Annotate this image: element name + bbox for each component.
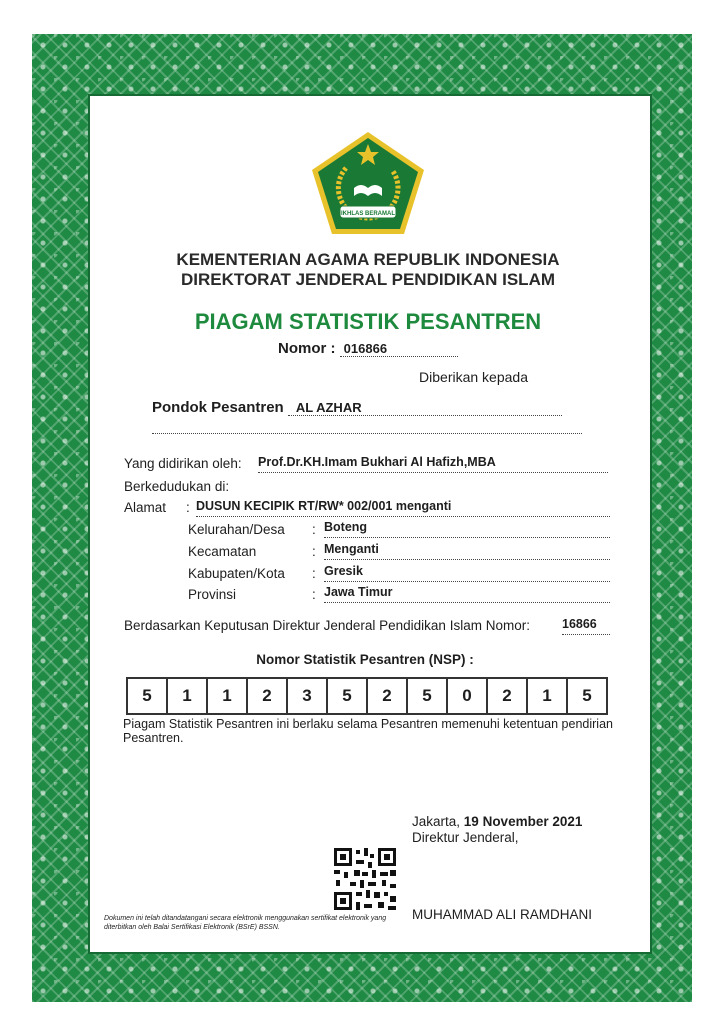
- nsp-label: Nomor Statistik Pesantren (NSP) :: [256, 652, 474, 667]
- nsp-digit: 1: [168, 679, 208, 713]
- signature-date: 19 November 2021: [463, 814, 583, 829]
- pondok-extra-line: [152, 433, 582, 434]
- validity-note: Piagam Statistik Pesantren ini berlaku selama Pesantren memenuhi ketentuan pendirian Pesantren.: [123, 717, 613, 745]
- nsp-digit: 5: [582, 686, 592, 705]
- kelurahan-label: Kelurahan/Desa: [188, 522, 285, 537]
- nsp-digit: 1: [208, 679, 248, 713]
- provinsi-value: Jawa Timur: [324, 585, 610, 603]
- signature-position: Direktur Jenderal,: [412, 830, 519, 845]
- kabupaten-label: Kabupaten/Kota: [188, 566, 285, 581]
- pentagon-emblem-icon: [310, 130, 426, 236]
- nomor-value: 016866: [340, 341, 458, 357]
- electronic-signature-note: Dokumen ini telah ditandatangani secara elektronik menggunakan sertifikat elektronik yang diterbitkan oleh Balai Sertifikasi Elektronik (BSrE) BSSN.: [104, 915, 387, 931]
- pondok-row: [152, 399, 562, 416]
- signature-place-date: [412, 814, 582, 829]
- nsp-digit: 1: [528, 679, 568, 713]
- provinsi-colon: :: [312, 587, 316, 602]
- kecamatan-colon: :: [312, 544, 316, 559]
- kemenag-logo: [310, 130, 426, 236]
- kecamatan-value: Menganti: [324, 542, 610, 560]
- keputusan-value: 16866: [562, 617, 610, 635]
- kabupaten-colon: :: [312, 566, 316, 581]
- nsp-digit: 5: [328, 679, 368, 713]
- signatory-name: MUHAMMAD ALI RAMDHANI: [412, 907, 593, 922]
- qr-code-icon: [332, 846, 398, 912]
- logo-ribbon-text: IKHLAS BERAMAL: [341, 211, 395, 217]
- nsp-digit: 5: [408, 679, 448, 713]
- signature-place: Jakarta,: [412, 814, 461, 829]
- kabupaten-value: Gresik: [324, 564, 610, 582]
- provinsi-label: Provinsi: [188, 587, 237, 602]
- alamat-colon: :: [186, 500, 190, 515]
- certificate-title: PIAGAM STATISTIK PESANTREN: [194, 309, 542, 334]
- alamat-value: DUSUN KECIPIK RT/RW* 002/001 menganti: [196, 499, 610, 517]
- nsp-digit-grid: [126, 677, 608, 715]
- nsp-digit: 2: [488, 679, 528, 713]
- nomor-label: Nomor :: [278, 340, 336, 357]
- kecamatan-label: Kecamatan: [188, 544, 257, 559]
- nomor-row: [278, 340, 458, 357]
- nsp-digit: 2: [368, 679, 408, 713]
- kelurahan-value: Boteng: [324, 520, 610, 538]
- nsp-digit: 0: [448, 679, 488, 713]
- pondok-name: AL AZHAR: [288, 400, 562, 416]
- kelurahan-colon: :: [312, 522, 316, 537]
- keputusan-label: Berdasarkan Keputusan Direktur Jenderal Pendidikan Islam Nomor:: [124, 618, 530, 633]
- berkedudukan-label: Berkedudukan di:: [124, 479, 230, 494]
- pondok-label: Pondok Pesantren: [152, 399, 284, 416]
- founder-value: Prof.Dr.KH.Imam Bukhari Al Hafizh,MBA: [258, 455, 608, 473]
- nsp-digit: 2: [248, 679, 288, 713]
- directorate-name: DIREKTORAT JENDERAL PENDIDIKAN ISLAM: [180, 270, 556, 289]
- founder-label: Yang didirikan oleh:: [124, 456, 242, 471]
- nsp-digit: 5: [128, 679, 168, 713]
- alamat-label: Alamat: [124, 500, 167, 515]
- given-to-text: Diberikan kepada: [419, 369, 528, 385]
- nsp-digit: 3: [288, 679, 328, 713]
- ministry-name: KEMENTERIAN AGAMA REPUBLIK INDONESIA: [176, 250, 560, 269]
